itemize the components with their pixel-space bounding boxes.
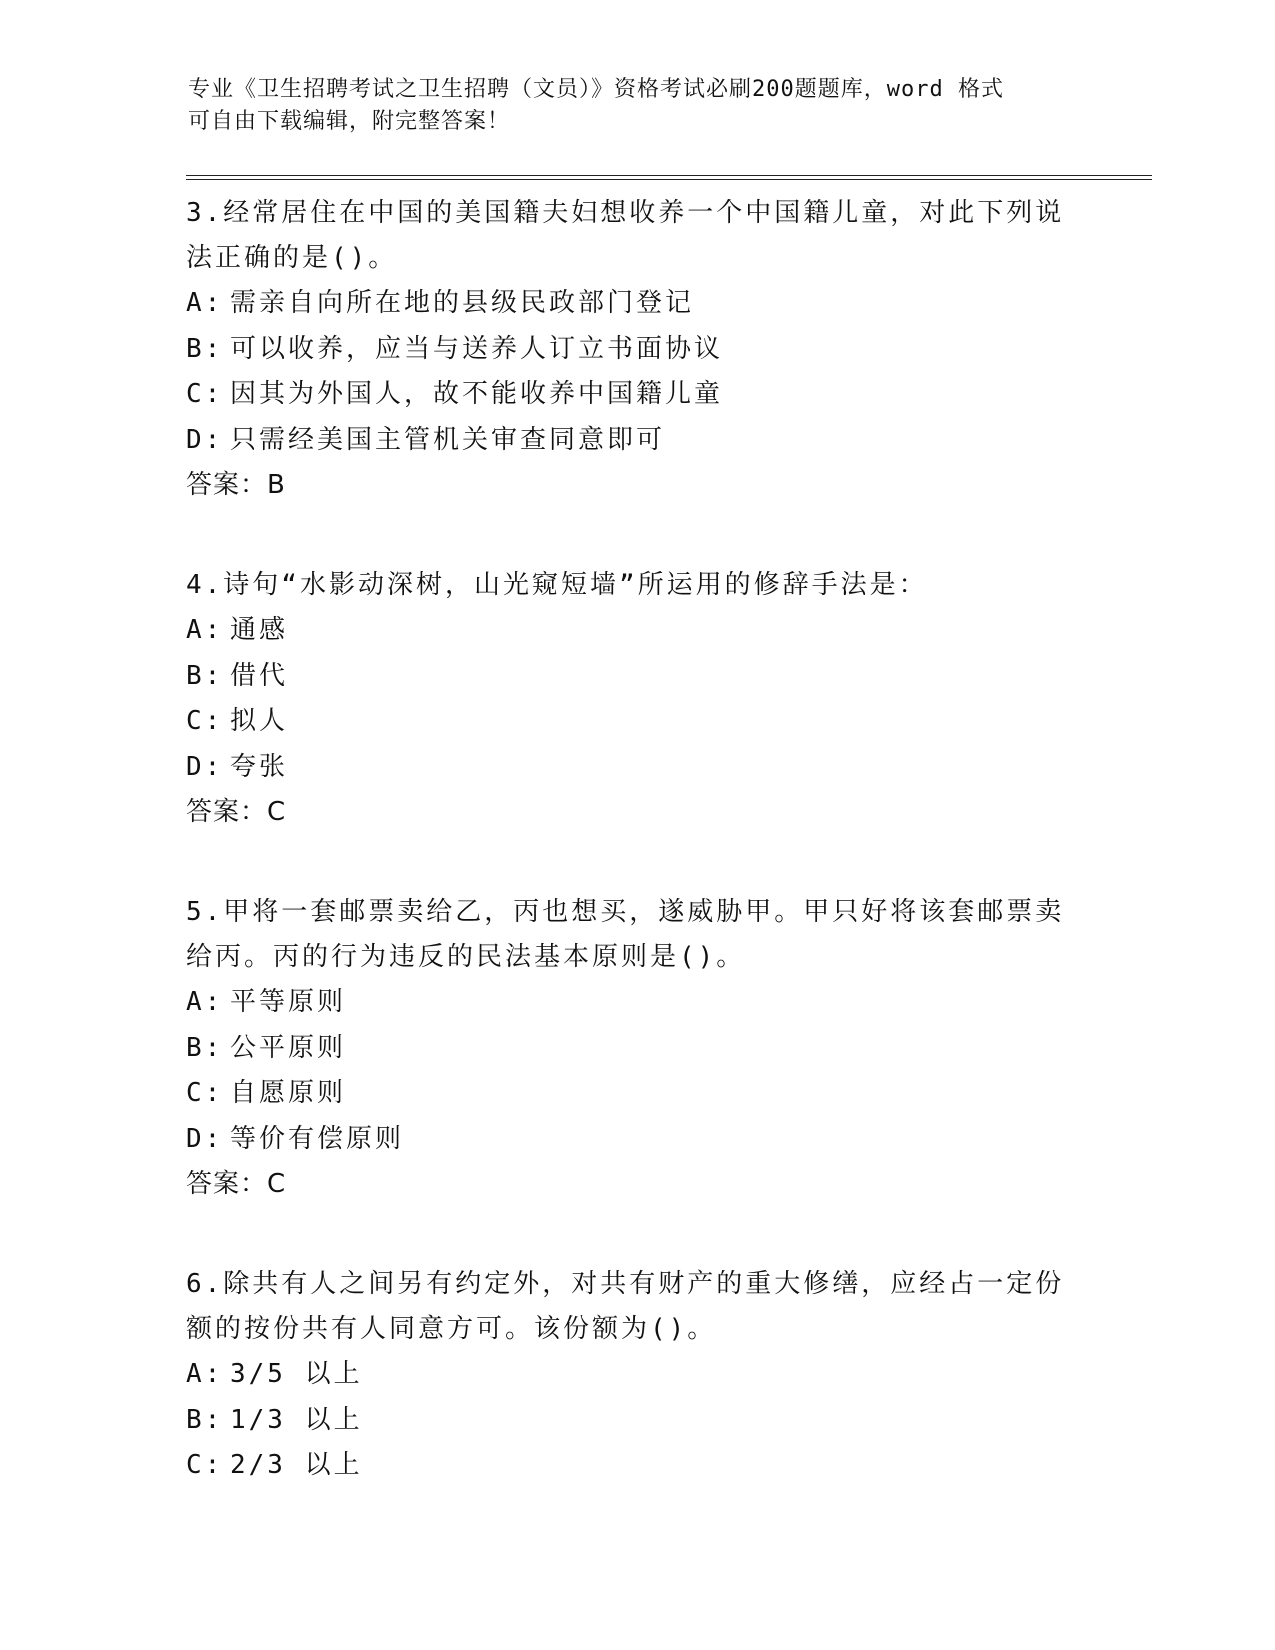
option-a	[186, 980, 1066, 1026]
document-header	[188, 74, 1068, 138]
option-letter: C:	[186, 379, 224, 409]
option-text: 公平原则	[230, 1032, 347, 1063]
header-line-2: 可自由下载编辑，附完整答案！	[188, 109, 511, 134]
option-a	[186, 281, 1066, 327]
option-text: 因其为外国人，故不能收养中国籍儿童	[230, 379, 724, 409]
option-c	[186, 1443, 1066, 1489]
option-text: 需亲自向所在地的县级民政部门登记	[230, 288, 695, 318]
option-text: 借代	[230, 660, 289, 691]
option-text: 可以收养，应当与送养人订立书面协议	[230, 333, 724, 364]
option-text: 1/3 以上	[230, 1404, 363, 1435]
option-a	[186, 608, 1066, 654]
option-text: 拟人	[230, 706, 289, 736]
question-stem: 3.经常居住在中国的美国籍夫妇想收养一个中国籍儿童，对此下列说法正确的是()。	[186, 198, 1065, 273]
option-c	[186, 699, 1066, 745]
question-3	[186, 191, 1066, 508]
option-text: 2/3 以上	[230, 1450, 363, 1480]
answer-line: 答案：B	[186, 470, 286, 500]
option-c	[186, 1071, 1066, 1117]
answer-line: 答案：C	[186, 1169, 287, 1199]
option-letter: D:	[186, 424, 224, 455]
question-list	[186, 191, 1066, 1544]
option-d	[186, 1117, 1066, 1163]
option-text: 自愿原则	[230, 1078, 347, 1108]
option-letter: C:	[186, 706, 224, 736]
option-b	[186, 327, 1066, 373]
option-b	[186, 654, 1066, 700]
question-stem: 6.除共有人之间另有约定外，对共有财产的重大修缮，应经占一定份额的按份共有人同意方可。该份额为()。	[186, 1269, 1065, 1344]
question-stem: 5.甲将一套邮票卖给乙，丙也想买，遂威胁甲。甲只好将该套邮票卖给丙。丙的行为违反的民法基本原则是()。	[186, 897, 1065, 972]
option-d	[186, 745, 1066, 791]
option-a	[186, 1352, 1066, 1398]
option-letter: A:	[186, 615, 224, 645]
option-letter: D:	[186, 751, 224, 782]
option-text: 3/5 以上	[230, 1359, 363, 1389]
option-text: 平等原则	[230, 987, 347, 1017]
question-stem: 4.诗句“水影动深树，山光窥短墙”所运用的修辞手法是：	[186, 570, 928, 600]
option-letter: C:	[186, 1450, 224, 1480]
question-5	[186, 890, 1066, 1207]
answer-line: 答案：C	[186, 797, 287, 827]
option-letter: A:	[186, 1359, 224, 1389]
option-letter: C:	[186, 1078, 224, 1108]
option-letter: B:	[186, 333, 224, 364]
header-divider-bottom	[186, 179, 1152, 180]
option-b	[186, 1026, 1066, 1072]
option-letter: B:	[186, 1032, 224, 1063]
option-letter: B:	[186, 660, 224, 691]
option-letter: B:	[186, 1404, 224, 1435]
option-text: 等价有偿原则	[230, 1123, 405, 1154]
option-letter: A:	[186, 987, 224, 1017]
header-line-1: 专业《卫生招聘考试之卫生招聘（文员）》资格考试必刷200题题库，word 格式	[188, 77, 1004, 102]
option-letter: A:	[186, 288, 224, 318]
option-c	[186, 372, 1066, 418]
option-text: 夸张	[230, 751, 289, 782]
question-4	[186, 563, 1066, 835]
header-divider-top	[186, 175, 1152, 176]
option-text: 只需经美国主管机关审查同意即可	[230, 424, 666, 455]
option-d	[186, 418, 1066, 464]
option-letter: D:	[186, 1123, 224, 1154]
option-text: 通感	[230, 615, 289, 645]
question-6	[186, 1262, 1066, 1489]
option-b	[186, 1398, 1066, 1444]
